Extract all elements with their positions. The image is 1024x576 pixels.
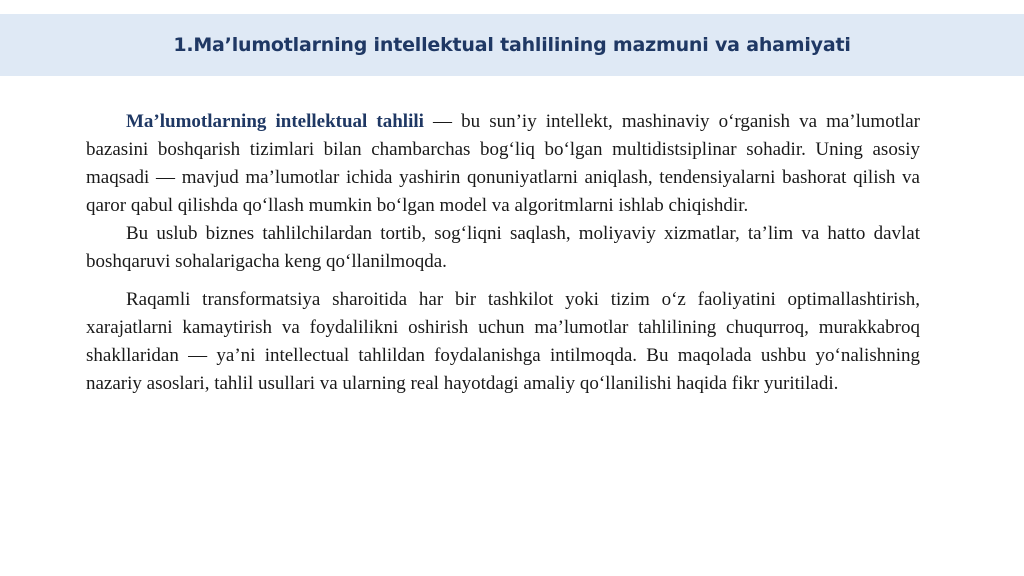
paragraph-applications: Bu uslub biznes tahlilchilardan tortib, sog‘liqni saqlash, moliyaviy xizmatlar, ta’lim va hatto davlat boshqaruvi sohalarigacha keng qo‘llanilmoqda. [86, 223, 920, 272]
definition-text: — bu sun’iy intellekt, mashinaviy o‘rganish va ma’lumotlar bazasini boshqarish tizimlari bilan chambarchas bog‘liq bo‘lgan multidistsiplinar sohadir. Uning asosiy maqsadi — mavjud ma’lumotlar ichida yashirin qonuniyatlarni aniqlash, tendensiyalarni bashorat qilish va qaror qabul qilishda qo‘llash mumkin bo‘lgan model va algoritmlarni ishlab chiqishdir. [86, 111, 921, 216]
paragraph-transformation: Raqamli transformatsiya sharoitida har bir tashkilot yoki tizim o‘z faoliyatini optimallashtirish, xarajatlarni kamaytirish va foydalilikni oshirish uchun ma’lumotlar tahlilining chuqurroq, murakkabroq shakllaridan — ya’ni intellectual tahlildan foydalanishga intilmoqda. Bu maqolada ushbu yo‘nalishning nazariy asoslari, tahlil usullari va ularning real hayotdagi amaliy qo‘llanilishi haqida fikr yuritiladi. [86, 289, 920, 394]
page-title: 1.Ma’lumotlarning intellektual tahlilining mazmuni va ahamiyati [173, 34, 851, 56]
defined-term: Ma’lumotlarning intellektual tahlili [126, 111, 424, 132]
document-body [86, 108, 920, 398]
paragraph-definition [86, 108, 920, 220]
title-band [0, 14, 1024, 76]
